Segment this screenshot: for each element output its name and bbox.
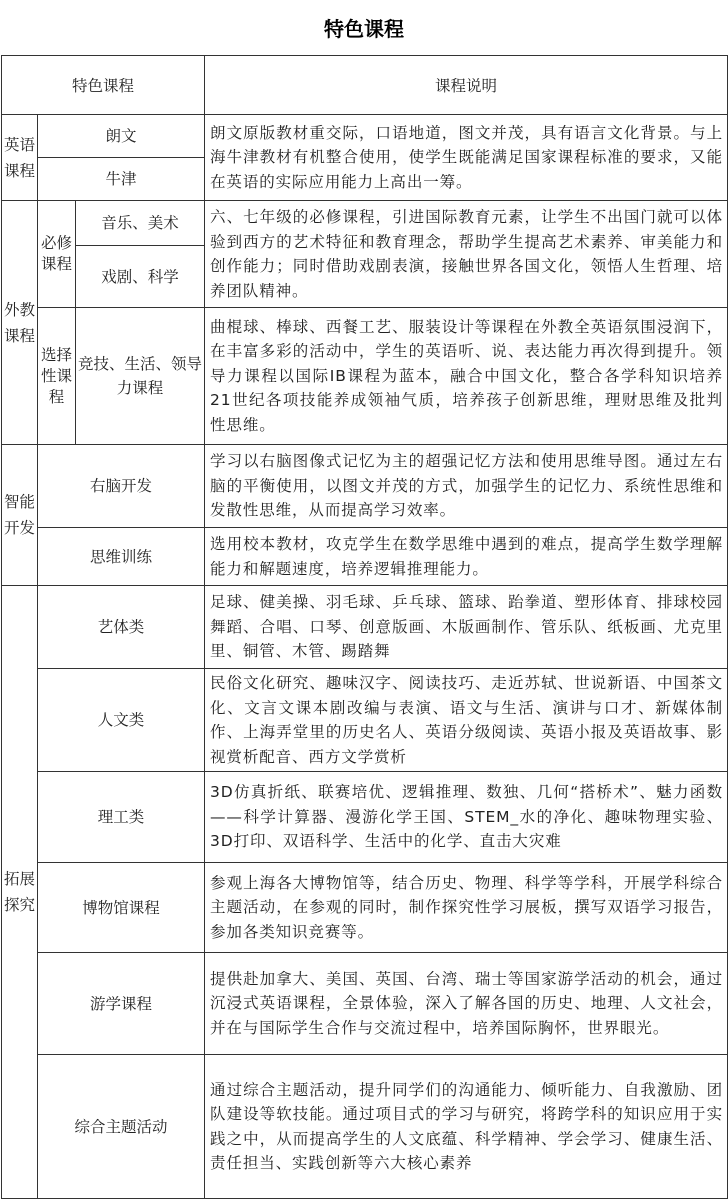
course-thinking: 思维训练 xyxy=(38,528,205,586)
course-music-art: 音乐、美术 xyxy=(76,201,205,246)
english-description: 朗文原版教材重交际，口语地道，图文并茂，具有语言文化背景。与上海牛津教材有机整合使用，使学生既能满足国家课程标准的要求，又能在英语的实际应用能力上高出一筹。 xyxy=(205,115,728,201)
course-science-eng: 理工类 xyxy=(38,772,205,863)
table-row xyxy=(2,586,728,669)
science-eng-description: 3D仿真折纸、联赛培优、逻辑推理、数独、几何“搭桥术”、魅力函数——科学计算器、漫游化学王国、STEM_水的净化、趣味物理实验、3D打印、双语科学、生活中的化学、直击大灾难 xyxy=(205,772,728,863)
course-theme-activity: 综合主题活动 xyxy=(38,1055,205,1199)
group-zhineng: 智能开发 xyxy=(2,445,38,586)
required-description: 六、七年级的必修课程，引进国际教育元素，让学生不出国门就可以体验到西方的艺术特征和教育理念，帮助学生提高艺术素养、审美能力和创作能力；同时借助戏剧表演，接触世界各国文化，领悟人生哲理、培养团队精神。 xyxy=(205,201,728,308)
course-right-brain: 右脑开发 xyxy=(38,445,205,528)
arts-sports-description: 足球、健美操、羽毛球、乒乓球、篮球、跆拳道、塑形体育、排球校园舞蹈、合唱、口琴、创意版画、木版画制作、管乐队、纸板画、尤克里里、铜管、木管、踢踏舞 xyxy=(205,586,728,669)
right-brain-description: 学习以右脑图像式记忆为主的超强记忆方法和使用思维导图。通过左右脑的平衡使用，以图文并茂的方式，加强学生的记忆力、系统性思维和发散性思维，从而提高学习效率。 xyxy=(205,445,728,528)
table-row xyxy=(2,445,728,528)
table-row xyxy=(2,1055,728,1199)
humanities-description: 民俗文化研究、趣味汉字、阅读技巧、走近苏轼、世说新语、中国茶文化、文言文课本剧改编与表演、语文与生活、演讲与口才、新媒体制作、上海弄堂里的历史名人、英语分级阅读、英语小报及英语故事、影视赏析配音、西方文学赏析 xyxy=(205,669,728,772)
table-row xyxy=(2,863,728,953)
course-elective: 竞技、生活、领导力课程 xyxy=(76,308,205,445)
subgroup-elective: 选择性课程 xyxy=(38,308,76,445)
subgroup-required: 必修课程 xyxy=(38,201,76,308)
thinking-description: 选用校本教材，攻克学生在数学思维中遇到的难点，提高学生数学理解能力和解题速度，培养逻辑推理能力。 xyxy=(205,528,728,586)
course-niujin: 牛津 xyxy=(38,158,205,201)
header-course: 特色课程 xyxy=(2,56,205,115)
table-row xyxy=(2,528,728,586)
course-table xyxy=(1,55,728,1199)
course-humanities: 人文类 xyxy=(38,669,205,772)
table-row xyxy=(2,953,728,1055)
course-langwen: 朗文 xyxy=(38,115,205,158)
table-header-row xyxy=(2,56,728,115)
course-arts-sports: 艺体类 xyxy=(38,586,205,669)
group-english: 英语课程 xyxy=(2,115,38,201)
elective-description: 曲棍球、棒球、西餐工艺、服装设计等课程在外教全英语氛围浸润下，在丰富多彩的活动中，学生的英语听、说、表达能力再次得到提升。领导力课程以国际IB课程为蓝本，融合中国文化，整合各学科知识培养21世纪各项技能养成领袖气质，培养孩子创新思维，理财思维及批判性思维。 xyxy=(205,308,728,445)
study-tour-description: 提供赴加拿大、美国、英国、台湾、瑞士等国家游学活动的机会，通过沉浸式英语课程，全景体验，深入了解各国的历史、地理、人文社会，并在与国际学生合作与交流过程中，培养国际胸怀，世界眼光。 xyxy=(205,953,728,1055)
table-row xyxy=(2,201,728,246)
course-drama-science: 戏剧、科学 xyxy=(76,246,205,308)
course-museum: 博物馆课程 xyxy=(38,863,205,953)
table-row xyxy=(2,669,728,772)
table-row xyxy=(2,772,728,863)
theme-activity-description: 通过综合主题活动，提升同学们的沟通能力、倾听能力、自我激励、团队建设等软技能。通过项目式的学习与研究，将跨学科的知识应用于实践之中，从而提高学生的人文底蕴、科学精神、学会学习、健康生活、责任担当、实践创新等六大核心素养 xyxy=(205,1055,728,1199)
table-row xyxy=(2,115,728,158)
course-study-tour: 游学课程 xyxy=(38,953,205,1055)
group-waijiao: 外教课程 xyxy=(2,201,38,445)
group-tuozhan: 拓展探究 xyxy=(2,586,38,1199)
header-description: 课程说明 xyxy=(205,56,728,115)
museum-description: 参观上海各大博物馆等，结合历史、物理、科学等学科，开展学科综合主题活动，在参观的同时，制作探究性学习展板，撰写双语学习报告，参加各类知识竞赛等。 xyxy=(205,863,728,953)
table-row xyxy=(2,308,728,445)
page-title: 特色课程 xyxy=(324,17,404,41)
